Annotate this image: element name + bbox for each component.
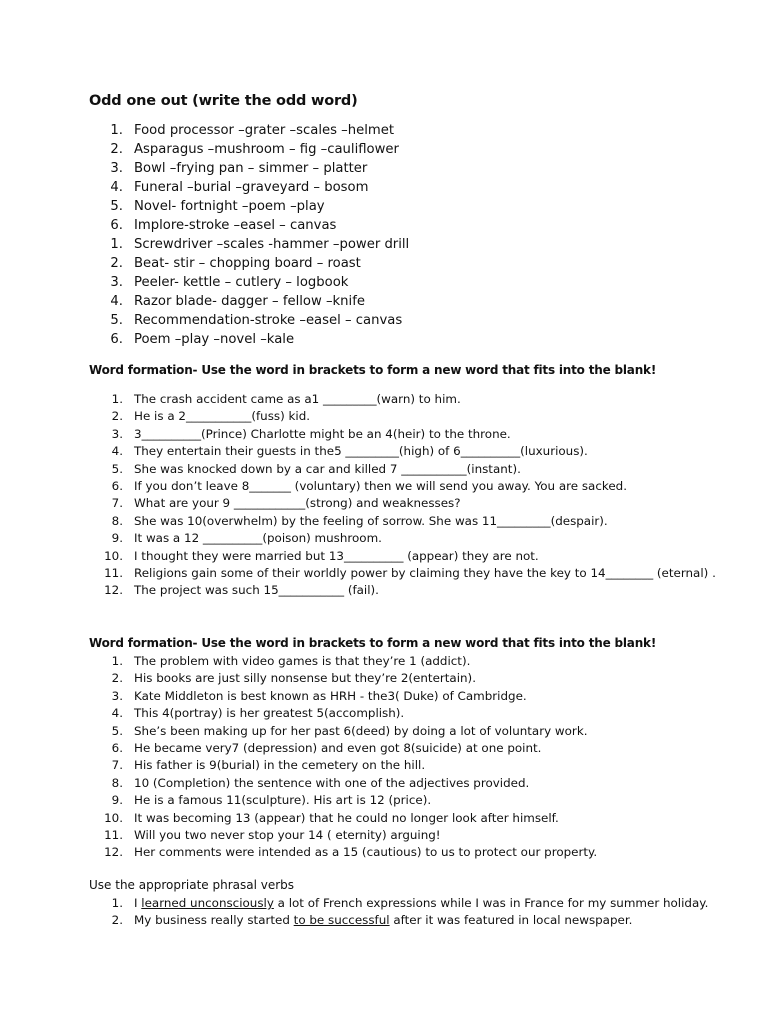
odd-one-out-heading: Odd one out (write the odd word): [89, 93, 358, 109]
list-item: [0, 443, 734, 460]
item-number: 5.: [110, 313, 123, 328]
word-formation-list-2: [0, 653, 597, 862]
item-text: [134, 912, 632, 929]
item-number: 8.: [111, 513, 123, 528]
item-number: 4.: [110, 180, 123, 195]
list-item: [0, 159, 409, 178]
item-number: 2.: [110, 256, 123, 271]
list-item: [0, 391, 734, 408]
item-number: 1.: [110, 123, 123, 138]
list-item: [0, 895, 708, 912]
phrasal-verbs-heading: Use the appropriate phrasal verbs: [89, 878, 295, 892]
list-item: [0, 178, 409, 197]
item-number: 1.: [111, 392, 123, 406]
item-number: 1.: [110, 237, 123, 252]
item-text: Her comments were intended as a 15 (cautious) to us to protect our property.: [134, 845, 598, 860]
item-number: 5.: [110, 199, 123, 214]
item-number: 12.: [104, 845, 123, 860]
text-before: I: [134, 896, 142, 910]
item-text: The problem with video games is that they’re 1 (addict).: [134, 654, 471, 668]
item-number: 3.: [111, 688, 123, 703]
item-text: She’s been making up for her past 6(deed) by doing a lot of voluntary work.: [134, 723, 588, 738]
word-formation-heading-2: Word formation- Use the word in brackets to form a new word that fits into the blank!: [89, 636, 657, 650]
list-item: [0, 792, 597, 809]
item-number: 1.: [111, 654, 123, 668]
list-item: [0, 705, 597, 722]
list-item: [0, 311, 409, 330]
item-text: I thought they were married but 13__________ (appear) they are not.: [134, 548, 539, 563]
item-text: Razor blade- dagger – fellow –knife: [134, 294, 365, 309]
list-item: [0, 740, 597, 757]
item-text: [134, 895, 708, 912]
underlined-phrase: learned unconsciously: [141, 896, 274, 910]
list-item: [0, 757, 597, 774]
item-text: 10 (Completion) the sentence with one of the adjectives provided.: [134, 775, 530, 790]
list-item: [0, 495, 734, 512]
item-number: 11.: [104, 566, 123, 581]
text-before: My business really started: [134, 913, 294, 928]
item-text: Asparagus –mushroom – fig –cauliflower: [134, 142, 399, 157]
item-text: Peeler- kettle – cutlery – logbook: [134, 275, 349, 290]
item-text: Religions gain some of their worldly power by claiming they have the key to 14________ (eternal) .: [134, 566, 716, 581]
item-number: 10.: [104, 548, 123, 563]
list-item: [0, 723, 597, 740]
item-number: 5.: [111, 461, 123, 476]
item-text: Food processor –grater –scales –helmet: [134, 123, 395, 138]
underlined-phrase: to be successful: [293, 913, 390, 928]
list-item: [0, 330, 409, 349]
list-item: [0, 408, 734, 425]
list-item: [0, 478, 734, 495]
item-number: 6.: [110, 332, 123, 347]
list-item: [0, 426, 734, 443]
item-text: He became very7 (depression) and even got 8(suicide) at one point.: [134, 741, 542, 756]
list-item: [0, 810, 597, 827]
list-item: [0, 582, 734, 599]
list-item: [0, 670, 597, 687]
word-formation-list-1: [0, 391, 734, 600]
list-item: [0, 912, 708, 929]
item-number: 7.: [111, 758, 123, 773]
item-number: 11.: [104, 828, 123, 843]
item-number: 1.: [111, 896, 123, 910]
list-item: [0, 121, 409, 140]
item-text: Novel- fortnight –poem –play: [134, 199, 325, 214]
item-text: What are your 9 ____________(strong) and weaknesses?: [134, 496, 461, 511]
phrasal-verbs-list: [0, 895, 708, 930]
list-item: [0, 216, 409, 235]
item-text: The project was such 15___________ (fail).: [134, 583, 379, 598]
item-number: 4.: [111, 444, 123, 459]
item-text: This 4(portray) is her greatest 5(accomplish).: [134, 706, 405, 721]
item-text: 3__________(Prince) Charlotte might be an 4(heir) to the throne.: [134, 426, 511, 441]
item-number: 12.: [104, 583, 123, 598]
item-number: 3.: [111, 426, 123, 441]
list-item: [0, 461, 734, 478]
odd-one-out-list: [0, 121, 409, 349]
item-number: 10.: [104, 810, 123, 825]
item-number: 9.: [111, 531, 123, 546]
item-text: He is a 2___________(fuss) kid.: [134, 409, 311, 424]
item-number: 2.: [111, 913, 123, 928]
item-text: Kate Middleton is best known as HRH - the3( Duke) of Cambridge.: [134, 688, 527, 703]
item-number: 4.: [110, 294, 123, 309]
item-text: They entertain their guests in the5 _________(high) of 6__________(luxurious).: [134, 444, 588, 459]
item-number: 5.: [111, 723, 123, 738]
item-text: His books are just silly nonsense but they’re 2(entertain).: [134, 671, 476, 686]
list-item: [0, 140, 409, 159]
list-item: [0, 565, 734, 582]
item-number: 6.: [111, 479, 123, 494]
item-text: Will you two never stop your 14 ( eternity) arguing!: [134, 828, 441, 843]
item-text: Funeral –burial –graveyard – bosom: [134, 180, 369, 195]
text-after: after it was featured in local newspaper.: [389, 913, 633, 928]
item-text: The crash accident came as a1 _________(warn) to him.: [134, 392, 461, 406]
word-formation-heading-1: Word formation- Use the word in brackets to form a new word that fits into the blank!: [89, 363, 657, 377]
item-text: He is a famous 11(sculpture). His art is 12 (price).: [134, 793, 432, 808]
item-text: She was 10(overwhelm) by the feeling of sorrow. She was 11_________(despair).: [134, 513, 608, 528]
item-text: If you don’t leave 8_______ (voluntary) then we will send you away. You are sacked.: [134, 479, 627, 494]
text-after: a lot of French expressions while I was in France for my summer holiday.: [273, 896, 709, 910]
item-number: 4.: [111, 706, 123, 721]
list-item: [0, 688, 597, 705]
list-item: [0, 197, 409, 216]
item-number: 2.: [110, 142, 123, 157]
item-number: 3.: [110, 275, 123, 290]
item-text: His father is 9(burial) in the cemetery on the hill.: [134, 758, 426, 773]
list-item: [0, 273, 409, 292]
item-text: She was knocked down by a car and killed 7 ___________(instant).: [134, 461, 521, 476]
list-item: [0, 548, 734, 565]
list-item: [0, 292, 409, 311]
item-text: Implore-stroke –easel – canvas: [134, 218, 337, 233]
item-text: Bowl –frying pan – simmer – platter: [134, 161, 368, 176]
item-text: It was becoming 13 (appear) that he could no longer look after himself.: [134, 810, 559, 825]
item-text: Poem –play –novel –kale: [134, 332, 295, 347]
list-item: [0, 844, 597, 861]
item-text: Beat- stir – chopping board – roast: [134, 256, 361, 271]
item-text: Recommendation-stroke –easel – canvas: [134, 313, 403, 328]
list-item: [0, 530, 734, 547]
item-number: 9.: [111, 793, 123, 808]
item-number: 2.: [111, 671, 123, 686]
list-item: [0, 254, 409, 273]
item-number: 2.: [111, 409, 123, 424]
list-item: [0, 827, 597, 844]
list-item: [0, 775, 597, 792]
list-item: [0, 513, 734, 530]
item-text: Screwdriver –scales -hammer –power drill: [134, 237, 410, 252]
list-item: [0, 653, 597, 670]
item-number: 7.: [111, 496, 123, 511]
item-number: 6.: [111, 741, 123, 756]
item-number: 3.: [110, 161, 123, 176]
item-text: It was a 12 __________(poison) mushroom.: [134, 531, 382, 546]
item-number: 8.: [111, 775, 123, 790]
list-item: [0, 235, 409, 254]
item-number: 6.: [110, 218, 123, 233]
